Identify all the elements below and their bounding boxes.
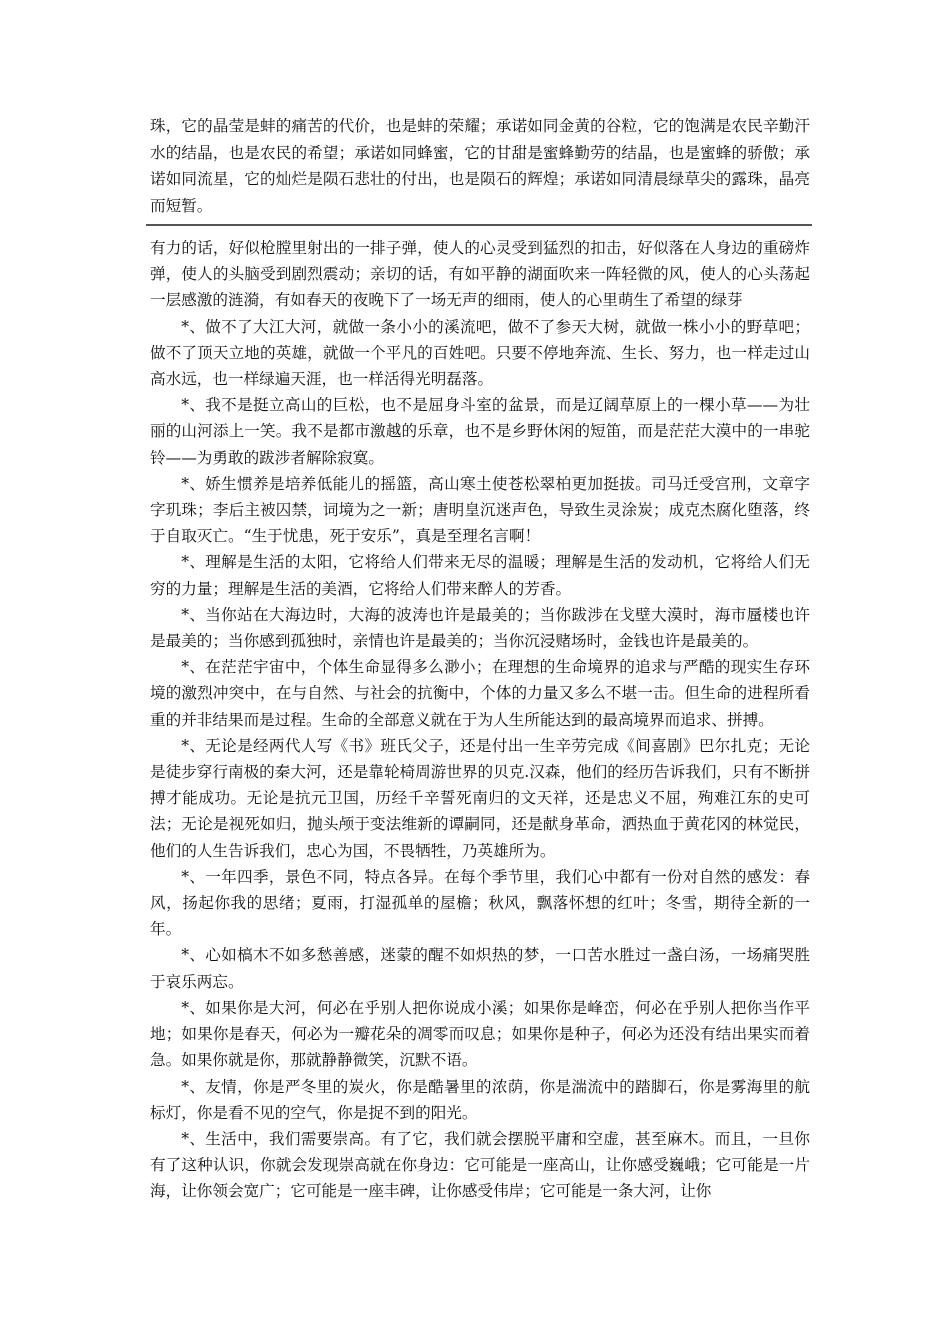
promise-paragraph: 珠，它的晶莹是蚌的痛苦的代价，也是蚌的荣耀；承诺如同金黄的谷粒，它的饱满是农民辛勤汗水的结晶，也是农民的希望；承诺如同蜂蜜，它的甘甜是蜜蜂勤劳的结晶，也是蜜蜂的骄傲；承诺如同流星，它的灿烂是陨石悲壮的付出，也是陨石的辉煌；承诺如同清晨绿草尖的露珠，晶亮而短暂。 <box>150 117 810 215</box>
paragraph: *、心如槁木不如多愁善感，迷蒙的醒不如炽热的梦，一口苦水胜过一盏白汤，一场痛哭胜于哀乐两忘。 <box>150 946 810 991</box>
paragraph: *、我不是挺立高山的巨松，也不是屈身斗室的盆景，而是辽阔草原上的一棵小草——为壮丽的山河添上一笑。我不是都市激越的乐章，也不是乡野休闲的短笛，而是茫茫大漠中的一串驼铃——为勇敢的跋涉者解除寂寞。 <box>150 396 810 467</box>
paragraph: *、如果你是大河，何必在乎别人把你说成小溪；如果你是峰峦，何必在乎别人把你当作平地；如果你是春天，何必为一瓣花朵的凋零而叹息；如果你是种子，何必为还没有结出果实而着急。如果你就是你，那就静静微笑，沉默不语。 <box>150 998 810 1070</box>
paragraph: *、在茫茫宇宙中，个体生命显得多么渺小；在理想的生命境界的追求与严酷的现实生存环境的激烈冲突中，在与自然、与社会的抗衡中，个体的力量又多么不堪一击。但生命的进程所看重的并非结果而是过程。生命的全部意义就在于为人生所能达到的最高境界而追求、拼搏。 <box>150 658 810 729</box>
paragraph: *、友情，你是严冬里的炭火，你是酷暑里的浓荫，你是湍流中的踏脚石，你是雾海里的航标灯，你是看不见的空气，你是捉不到的阳光。 <box>150 1077 810 1122</box>
paragraph: *、生活中，我们需要崇高。有了它，我们就会摆脱平庸和空虚，甚至麻木。而且，一旦你有了这种认识，你就会发现崇高就在你身边：它可能是一座高山，让你感受巍峨；它可能是一片海，让你领会宽广；它可能是一座丰碑，让你感受伟岸；它可能是一条大河，让你 <box>150 1129 810 1201</box>
paragraph: *、理解是生活的太阳，它将给人们带来无尽的温暖；理解是生活的发动机，它将给人们无穷的力量；理解是生活的美酒，它将给人们带来醉人的芳香。 <box>150 553 810 598</box>
paragraph: *、当你站在大海边时，大海的波涛也许是最美的；当你跋涉在戈壁大漠时，海市蜃楼也许是最美的；当你感到孤独时，亲情也许是最美的；当你沉浸赌场时，金钱也许是最美的。 <box>150 605 810 651</box>
paragraph: *、娇生惯养是培养低能儿的摇篮，高山寒土使苍松翠柏更加挺拔。司马迁受宫刑，文章字字玑珠；李后主被囚禁，词境为之一新；唐明皇沉迷声色，导致生灵涂炭；成克杰腐化堕落，终于自取灭亡。“生于忧患，死于安乐”，真是至理名言啊！ <box>150 474 810 546</box>
paragraph-words: 有力的话，好似枪膛里射出的一排子弹，使人的心灵受到猛烈的扣击，好似落在人身边的重磅炸弹，使人的头脑受到剧烈震动；亲切的话，有如平静的湖面吹来一阵轻微的风，使人的心头荡起一层感激的涟漪，有如春天的夜晚下了一场无声的细雨，使人的心里萌生了希望的绿芽 <box>150 239 810 310</box>
page-divider <box>146 224 812 226</box>
paragraph: *、一年四季，景色不同，特点各异。在每个季节里，我们心中都有一份对自然的感发：春风，扬起你我的思绪；夏雨，打湿孤单的屋檐；秋风，飘落怀想的红叶；冬雪，期待全新的一年。 <box>150 867 810 939</box>
paragraph: *、做不了大江大河，就做一条小小的溪流吧，做不了参天大树，就做一株小小的野草吧；做不了顶天立地的英雄，就做一个平凡的百姓吧。只要不停地奔流、生长、努力，也一样走过山高水远，也一样绿遍天涯，也一样活得光明磊落。 <box>150 317 810 389</box>
previous-page-excerpt <box>150 113 810 219</box>
paragraph: *、无论是经两代人写《书》班氏父子，还是付出一生辛劳完成《间喜剧》巴尔扎克；无论是徒步穿行南极的秦大河，还是靠轮椅周游世界的贝克.汉森，他们的经历告诉我们，只有不断拼搏才能成功。无论是抗元卫国，历经千辛誓死南归的文天祥，还是忠义不屈，殉难江东的史可法；无论是视死如归，抛头颅于变法维新的谭嗣同，还是献身革命，洒热血于黄花冈的林觉民，他们的人生告诉我们，忠心为国，不畏牺牲，乃英雄所为。 <box>150 736 810 860</box>
main-text <box>150 235 810 1205</box>
